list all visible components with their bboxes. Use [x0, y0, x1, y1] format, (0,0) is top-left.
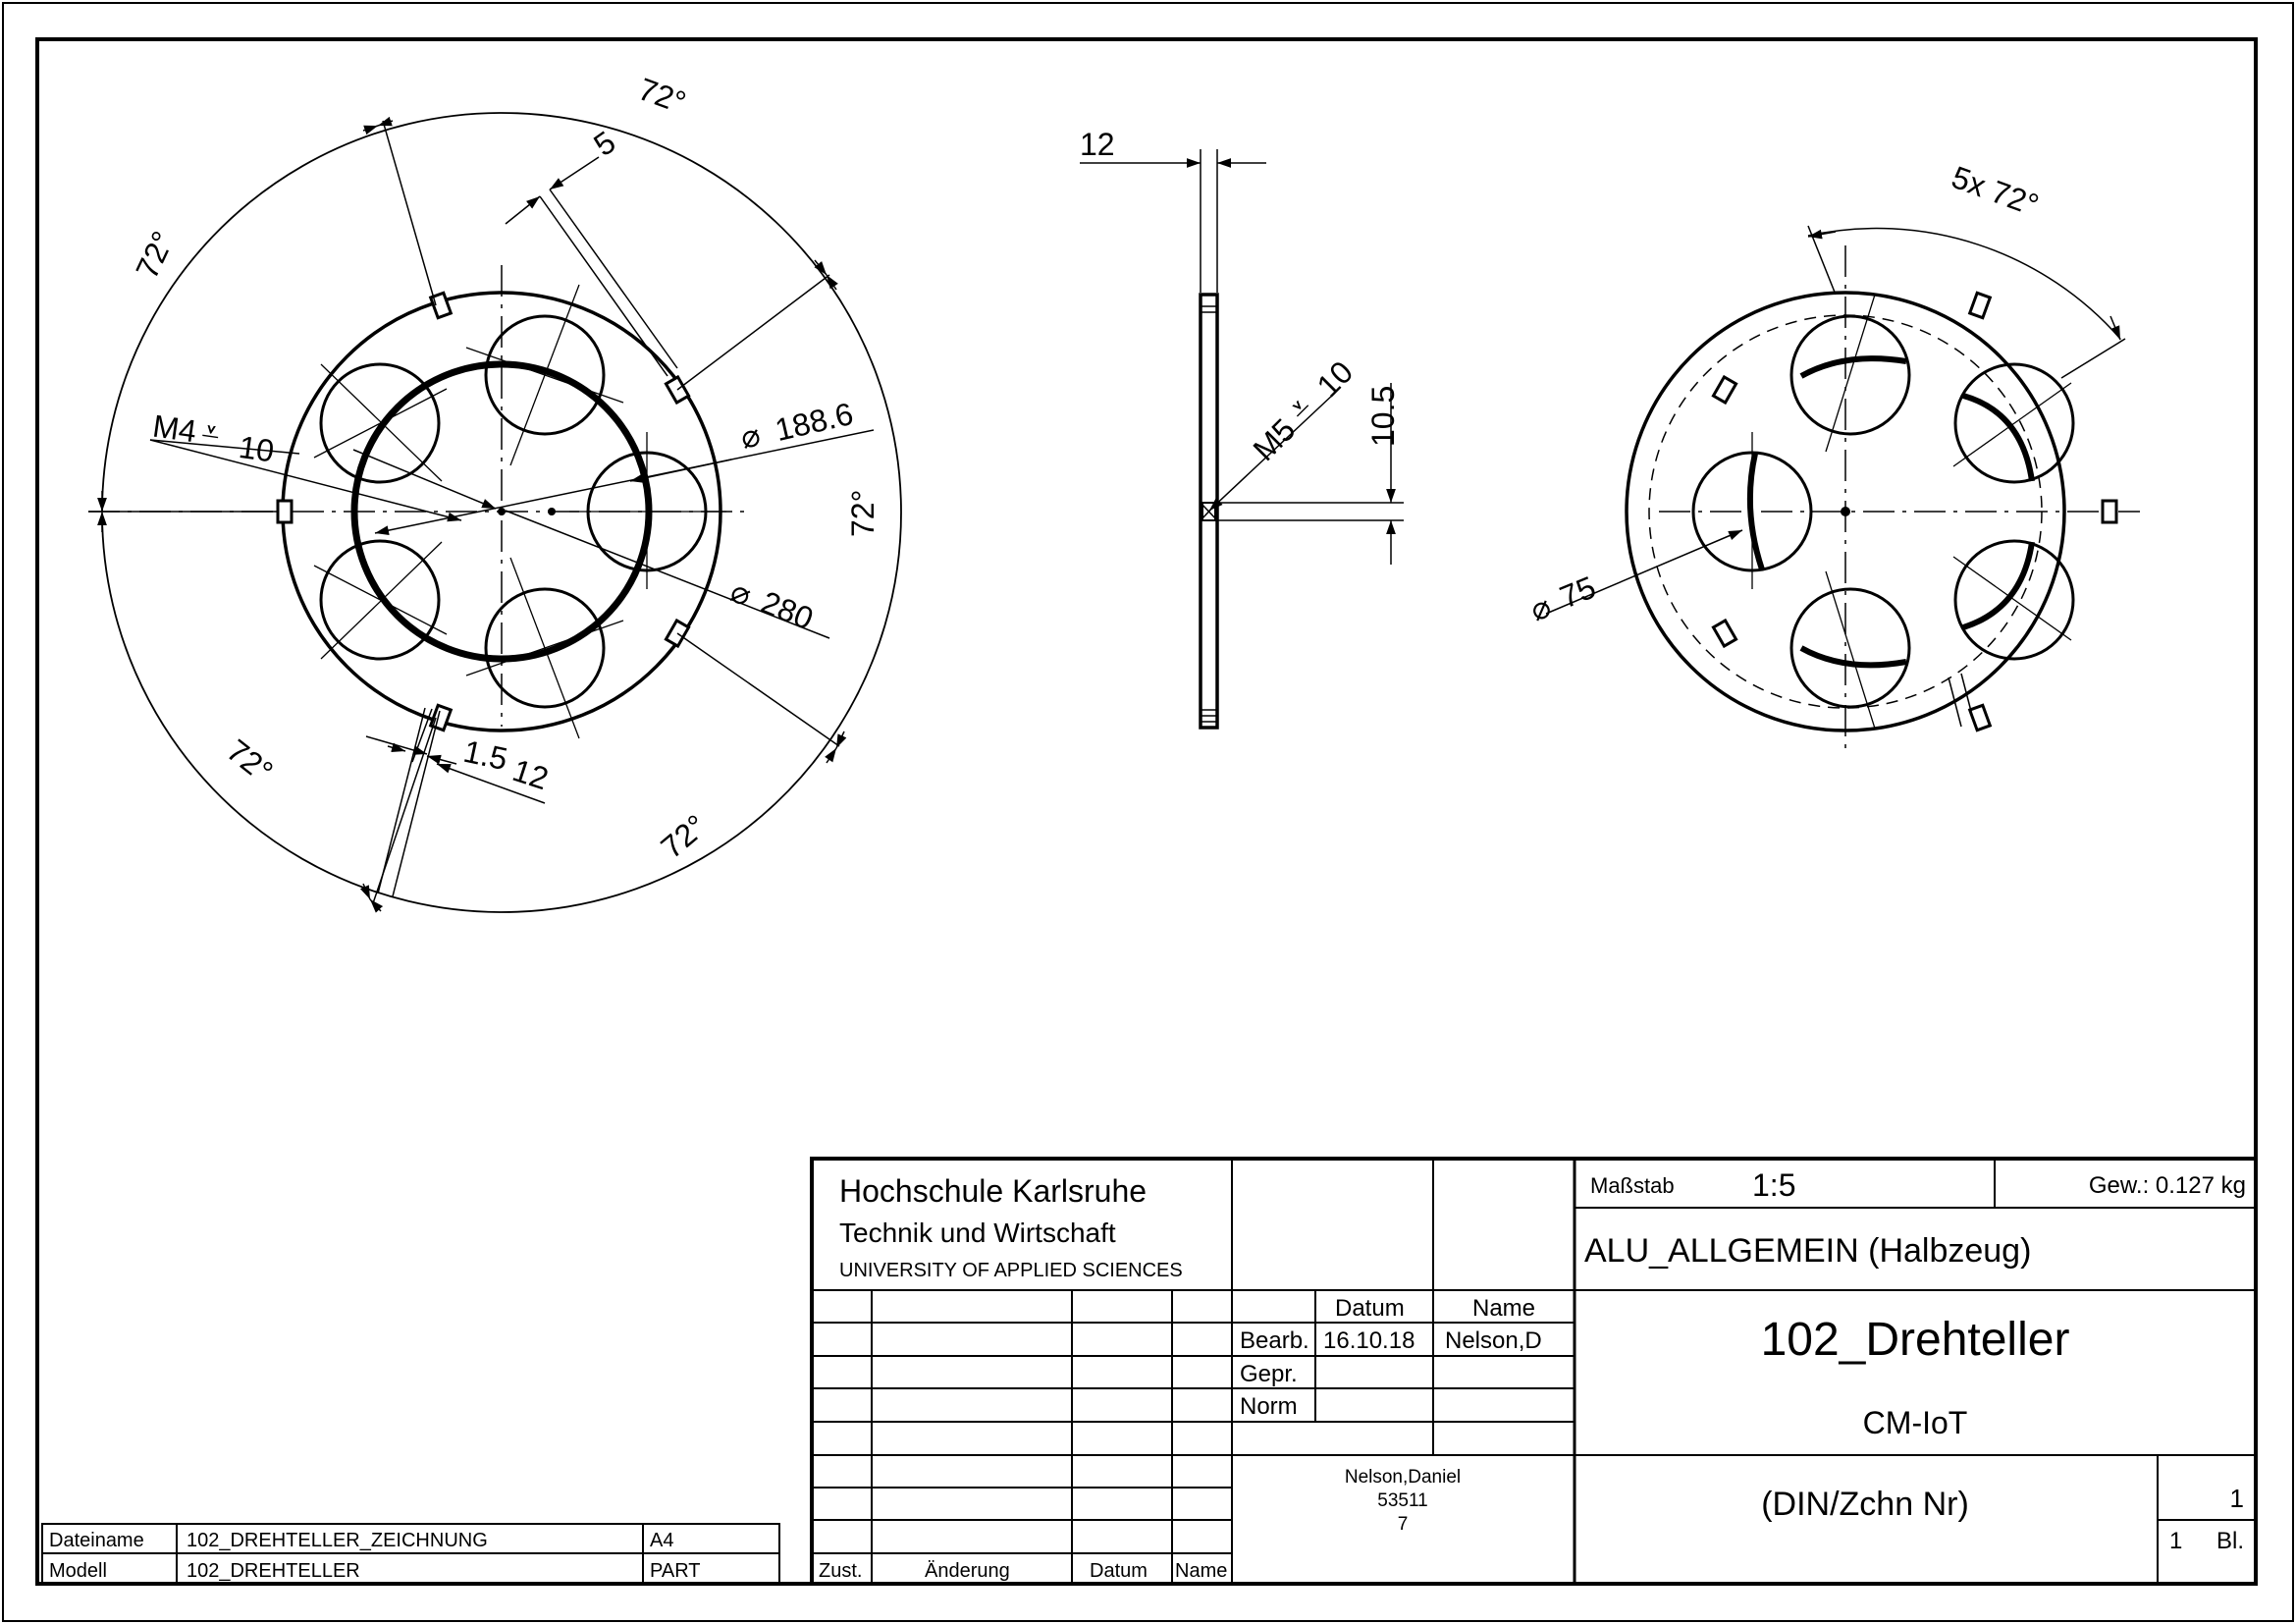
diameter-280-label: 280 [756, 583, 819, 637]
angle-label-bottom-right: 72° [654, 807, 714, 866]
side-view [1080, 149, 1404, 728]
sheet-unit: Bl. [2216, 1528, 2244, 1554]
scale-value: 1:5 [1752, 1167, 1796, 1203]
thread-m5-label: M5 [1246, 411, 1303, 468]
row-norm: Norm [1240, 1393, 1298, 1420]
front-view-labels [129, 71, 881, 865]
file-extra-type: PART [650, 1560, 701, 1582]
rev-header-aenderung: Änderung [925, 1560, 1010, 1582]
thread-m5-depth-label: 10 [1309, 353, 1361, 405]
scale-label: Maßstab [1590, 1173, 1675, 1198]
file-label-modell: Modell [49, 1560, 107, 1582]
sheet-number: 1 [2229, 1484, 2244, 1513]
author-group: 7 [1397, 1514, 1409, 1535]
slot-1-5-label: 1.5 [460, 732, 511, 778]
angle-label-right: 72° [845, 489, 881, 537]
angle-label-bottom-left: 72° [220, 731, 280, 790]
bearb-name: Nelson,D [1445, 1327, 1542, 1354]
thickness-label: 12 [1080, 127, 1115, 162]
file-label-dateiname: Dateiname [49, 1530, 144, 1551]
pattern-label: 5x 72° [1947, 159, 2044, 224]
school-subtitle: Technik und Wirtschaft [839, 1218, 1116, 1248]
sheet-count: 1 [2169, 1528, 2183, 1554]
diameter-symbol-icon: ⌀ [1524, 587, 1556, 628]
front-view [88, 113, 901, 912]
angle-label-left: 72° [129, 225, 182, 285]
diameter-symbol-icon: ⌀ [736, 416, 764, 456]
file-extra-format: A4 [650, 1530, 674, 1551]
angle-label-top: 72° [633, 71, 691, 121]
file-table-text [49, 1530, 701, 1582]
thread-m4-depth-icon: ⩡ [199, 412, 223, 451]
part-title: 102_Drehteller [1760, 1314, 2070, 1366]
outer-border [3, 3, 2293, 1621]
author-id: 53511 [1377, 1490, 1428, 1511]
rear-view [1546, 226, 2140, 756]
bearb-datum: 16.10.18 [1323, 1327, 1415, 1354]
thread-m4-depth-label: 10 [237, 428, 277, 469]
file-value-modell: 102_DREHTELLER [187, 1560, 360, 1582]
author-name: Nelson,Daniel [1344, 1467, 1462, 1488]
thread-m4-label: M4 [150, 407, 199, 450]
diameter-symbol-icon: ⌀ [725, 572, 757, 614]
drawing-number: (DIN/Zchn Nr) [1761, 1486, 1969, 1523]
slot-width-label: 5 [587, 124, 622, 163]
thread-m5-depth-icon: ⩡ [1280, 388, 1318, 427]
diameter-75-label: 75 [1554, 568, 1601, 616]
school-university: UNIVERSITY OF APPLIED SCIENCES [839, 1260, 1183, 1281]
rev-header-name: Name [1175, 1560, 1228, 1582]
diameter-188-label: 188.6 [772, 395, 857, 449]
school-name: Hochschule Karlsruhe [839, 1173, 1148, 1209]
side-view-labels [1080, 127, 1401, 467]
height-label: 10.5 [1365, 385, 1401, 447]
material: ALU_ALLGEMEIN (Halbzeug) [1584, 1232, 2032, 1270]
file-value-dateiname: 102_DREHTELLER_ZEICHNUNG [187, 1530, 488, 1551]
project-name: CM-IoT [1862, 1405, 1968, 1440]
weight-value: Gew.: 0.127 kg [2088, 1172, 2246, 1199]
col-name-header: Name [1472, 1295, 1536, 1322]
rev-header-zust: Zust. [819, 1560, 863, 1582]
row-bearb: Bearb. [1240, 1327, 1309, 1354]
row-gepr: Gepr. [1240, 1361, 1298, 1387]
col-datum-header: Datum [1335, 1295, 1405, 1322]
slot-12-label: 12 [508, 752, 553, 797]
rev-header-datum: Datum [1090, 1560, 1148, 1582]
